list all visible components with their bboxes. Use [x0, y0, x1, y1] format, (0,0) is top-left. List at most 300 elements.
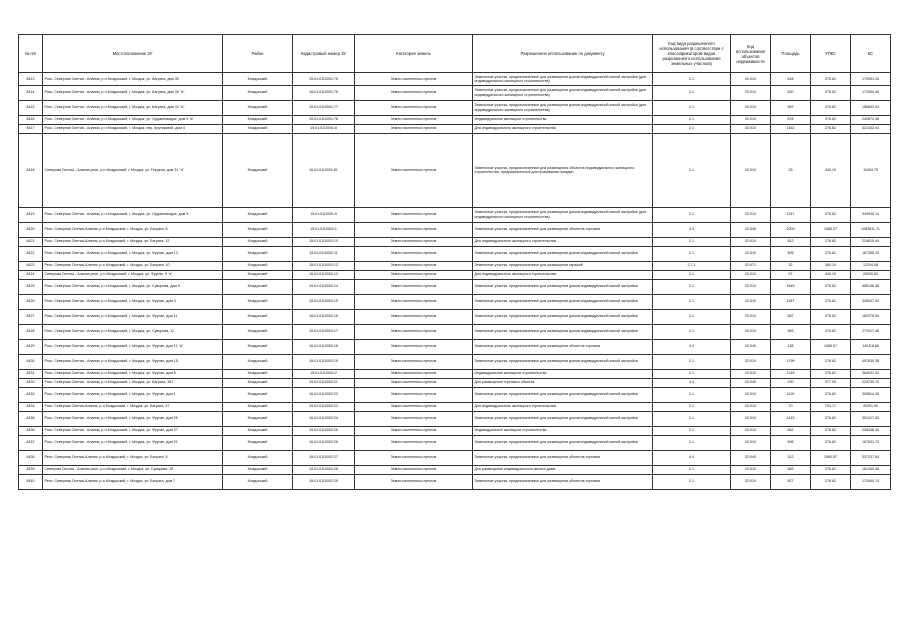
table-row	[19, 237, 891, 246]
cell-district: Моздокский	[223, 339, 293, 354]
header-ks: КС	[851, 35, 891, 73]
cell-upks: 276.62	[811, 100, 851, 115]
cell-district: Моздокский	[223, 124, 293, 133]
cell-location: Росс. Северная Осетия - Алания, р-н Моздокский, г. Моздок, ул. Баграта, дом 30	[43, 73, 223, 86]
cell-permitted-use: Земельные участки, предназначенные для размещения домов индивидуальной жилой застройки	[473, 324, 653, 339]
cell-ks: 1083811.71	[851, 222, 891, 237]
cell-ks: 328347.94	[851, 294, 891, 309]
cell-area: 230	[771, 378, 811, 387]
cell-area: 605	[771, 246, 811, 261]
cell-upks: 276.62	[811, 73, 851, 86]
cell-cadastral-number: 15:01:0110001:76	[293, 85, 355, 100]
cell-use-code: 2.1	[653, 435, 731, 450]
cell-upks: 276.62	[811, 474, 851, 489]
cell-land-category: Земли населенных пунктов	[355, 124, 473, 133]
cell-number: 8440	[19, 474, 43, 489]
cell-location: Росс. Северная Осетия - Алания, р-н Моздокский, г. Моздок, ул. Фрунзе, дом 11 "а"	[43, 339, 223, 354]
cell-area: 312	[771, 450, 811, 465]
cell-location: Росс. Северная Осетия - Алания, р-н Моздокский, г. Моздок, ул. Фрунзе, дом 1	[43, 387, 223, 402]
cell-area: 138	[771, 339, 811, 354]
cell-number: 8417	[19, 124, 43, 133]
cell-land-category: Земли населенных пунктов	[355, 279, 473, 294]
cell-land-category: Земли населенных пунктов	[355, 387, 473, 402]
cell-district: Моздокский	[223, 85, 293, 100]
cell-cadastral-number: 15:01:0110002:26	[293, 435, 355, 450]
cell-district: Моздокский	[223, 207, 293, 222]
cell-location: Росс. Северная Осетия - Алания, р-н Моздокский, г. Моздок, ул. Фрунзе, дом 11	[43, 309, 223, 324]
cell-cadastral-number: 15:01:0110002:25	[293, 426, 355, 435]
cell-number: 8436	[19, 426, 43, 435]
cell-object-code: 02:010	[731, 387, 771, 402]
cell-object-code: 02:010	[731, 465, 771, 474]
cell-upks: 1080.57	[811, 222, 851, 237]
cell-upks: 276.62	[811, 324, 851, 339]
cell-number: 8437	[19, 435, 43, 450]
cell-cadastral-number: 15:01:0110002:15	[293, 294, 355, 309]
cell-location: Росс. Северная Осетия - Алания, р-н Моздокский, г. Моздок, ул. Орджоникидзе, дом 9	[43, 207, 223, 222]
cell-cadastral-number: 15:01:0110002:10	[293, 237, 355, 246]
cell-upks: 977.09	[811, 378, 851, 387]
table-row	[19, 426, 891, 435]
cell-ks: 173440.74	[851, 474, 891, 489]
cell-land-category: Земли населенных пунктов	[355, 294, 473, 309]
cell-cadastral-number: 15:01:0110002:19	[293, 354, 355, 369]
cell-district: Моздокский	[223, 100, 293, 115]
cell-permitted-use: Земельные участки, предназначенные для размещения домов индивидуальной жилой застройки	[473, 309, 653, 324]
cell-number: 8426	[19, 294, 43, 309]
cell-use-code: 2.1	[653, 207, 731, 222]
table-body	[19, 73, 891, 490]
cell-number: 8435	[19, 411, 43, 426]
cell-land-category: Земли населенных пунктов	[355, 435, 473, 450]
table-row	[19, 100, 891, 115]
cell-upks: 276.62	[811, 294, 851, 309]
header-use-code: Код вида разрешенного использования (в соответствии с классификатором видов разрешенного использования земельных участков)	[653, 35, 731, 73]
cell-land-category: Земли населенных пунктов	[355, 100, 473, 115]
cell-upks: 1080.57	[811, 339, 851, 354]
cell-area: 1247	[771, 207, 811, 222]
table-row	[19, 124, 891, 133]
table-row	[19, 261, 891, 270]
cell-number: 8420	[19, 222, 43, 237]
cell-permitted-use: Для размещения торгового объекта	[473, 378, 653, 387]
table-row	[19, 294, 891, 309]
cell-district: Моздокский	[223, 237, 293, 246]
cell-object-code: 02:010	[731, 474, 771, 489]
cell-upks: 276.62	[811, 465, 851, 474]
cell-cadastral-number: 15:01:0110002:17	[293, 324, 355, 339]
cell-permitted-use: Земельные участки, предназначенные для размещения домов индивидуальной жилой застройки (для индивидуального жилищного строительства)	[473, 73, 653, 86]
cell-object-code: 02:010	[731, 73, 771, 86]
cell-use-code: 2.1	[653, 85, 731, 100]
table-row	[19, 339, 891, 354]
cell-ks: 224615.44	[851, 237, 891, 246]
cell-cadastral-number: 15:01:0110001:77	[293, 100, 355, 115]
cell-area: 1187	[771, 294, 811, 309]
cell-ks: 12294.08	[851, 261, 891, 270]
cell-number: 8416	[19, 115, 43, 124]
cell-location: Респ. Северная Осетия-Алания, р-н Моздокский, г. Моздок, ул. Баграта, 5	[43, 450, 223, 465]
cell-use-code: 4.4	[653, 222, 731, 237]
cell-permitted-use: Для индивидуального жилищного строительства	[473, 124, 653, 133]
cell-location: Росс. Северная Осетия - Алания, р-н Моздокский, г. Моздок, ул. Фрунзе, дом 27	[43, 426, 223, 435]
cell-cadastral-number: 15:01:0110001:75	[293, 73, 355, 86]
cell-area: 983	[771, 324, 811, 339]
cell-number: 8413	[19, 73, 43, 86]
cell-permitted-use: Земельные участки, предназначенные для размещения объектов торговли	[473, 450, 653, 465]
cell-upks: 276.62	[811, 354, 851, 369]
cell-location: Росс. Северная Осетия - Алания, р-н Моздокский, г. Моздок, ул. Фрунзе, дом 3	[43, 294, 223, 309]
cell-permitted-use: Земельные участки, предназначенные для размещения домов индивидуальной жилой застройки (для индивидуального жилищного строительства)	[473, 207, 653, 222]
cell-location: Росс. Северная Осетия - Алания, р-н Моздокский, г. Моздок, ул. Фрунзе, дом 21	[43, 435, 223, 450]
cell-land-category: Земли населенных пунктов	[355, 426, 473, 435]
cell-district: Моздокский	[223, 115, 293, 124]
cell-upks: 276.62	[811, 435, 851, 450]
table-row	[19, 73, 891, 86]
cell-ks: 167631.72	[851, 435, 891, 450]
cell-cadastral-number: 15:01:0110002:11	[293, 246, 355, 261]
cell-land-category: Земли населенных пунктов	[355, 222, 473, 237]
cell-ks: 25090.83	[851, 270, 891, 279]
cell-number: 8430	[19, 354, 43, 369]
cell-ks: 337137.84	[851, 450, 891, 465]
cell-ks: 167355.10	[851, 246, 891, 261]
cell-number: 8421	[19, 237, 43, 246]
table-row	[19, 402, 891, 411]
cell-ks: 456146.38	[851, 279, 891, 294]
cell-area: 878	[771, 115, 811, 124]
cell-object-code: 02:010	[731, 100, 771, 115]
cell-permitted-use: Для индивидуального жилищного строительства	[473, 402, 653, 411]
cell-area: 70	[771, 402, 811, 411]
cell-area: 812	[771, 237, 811, 246]
cell-district: Моздокский	[223, 222, 293, 237]
cell-use-code: 2.1	[653, 411, 731, 426]
cell-number: 8439	[19, 465, 43, 474]
cell-ks: 271917.46	[851, 324, 891, 339]
cell-cadastral-number: 15:01:0110001:9	[293, 207, 355, 222]
cell-upks: 276.62	[811, 124, 851, 133]
cell-upks: 276.62	[811, 246, 851, 261]
cell-land-category: Земли населенных пунктов	[355, 354, 473, 369]
cell-use-code: 2.1	[653, 474, 731, 489]
cell-area: 620	[771, 85, 811, 100]
cell-permitted-use: Земельные участки, предназначенные для размещения объектов торговли	[473, 339, 653, 354]
cell-location: Северная Осетия - Алания респ, р-н Моздокский, г. Моздок, ул. Суворова, 28	[43, 465, 223, 474]
cell-object-code: 02:010	[731, 124, 771, 133]
cell-land-category: Земли населенных пунктов	[355, 85, 473, 100]
cell-location: Росс. Северная Осетия-Алания, р-н Моздокский, г. Моздок, ул. Баграта, 12	[43, 237, 223, 246]
cell-permitted-use: Земельные участки, предназначенные для размещения объектов торговли	[473, 474, 653, 489]
cell-land-category: Земли населенных пунктов	[355, 378, 473, 387]
cell-land-category: Земли населенных пунктов	[355, 411, 473, 426]
cell-land-category: Земли населенных пунктов	[355, 402, 473, 411]
cell-district: Моздокский	[223, 369, 293, 378]
table-row	[19, 115, 891, 124]
cell-upks: 276.62	[811, 207, 851, 222]
cell-land-category: Земли населенных пунктов	[355, 465, 473, 474]
cell-upks: 440.19	[811, 270, 851, 279]
cell-permitted-use: Земельные участки, предназначенные для размещения домов индивидуальной жилой застройки	[473, 279, 653, 294]
cell-use-code: 2.1	[653, 100, 731, 115]
cell-cadastral-number: 15:01:0110002:1	[293, 222, 355, 237]
cell-cadastral-number: 15:01:0110002:18	[293, 339, 355, 354]
cell-permitted-use: Земельные участки, предназначенные для размещения домов индивидуальной жилой застройки (для индивидуального жилищного строительства)	[473, 100, 653, 115]
cell-area: 862	[771, 426, 811, 435]
cell-area: 57	[771, 270, 811, 279]
cell-area: 1162	[771, 124, 811, 133]
cell-number: 8424	[19, 270, 43, 279]
table-row	[19, 222, 891, 237]
cell-use-code: 2.1	[653, 279, 731, 294]
cell-land-category: Земли населенных пунктов	[355, 474, 473, 489]
cell-ks: 321432.44	[851, 124, 891, 133]
cell-permitted-use: Индивидуальное жилищное строительство	[473, 426, 653, 435]
cell-object-code: 02:010	[731, 133, 771, 207]
cell-area: 618	[771, 73, 811, 86]
cell-object-code: 02:010	[731, 402, 771, 411]
cell-cadastral-number: 15:01:0110001:81	[293, 133, 355, 207]
cell-use-code: 2.1	[653, 133, 731, 207]
cell-permitted-use: Для индивидуального жилищного строительства	[473, 270, 653, 279]
cell-number: 8415	[19, 100, 43, 115]
cell-ks: 391417.30	[851, 411, 891, 426]
cell-number: 8433	[19, 387, 43, 402]
cell-upks: 276.62	[811, 237, 851, 246]
cell-object-code: 02:010	[731, 426, 771, 435]
cell-cadastral-number: 15:01:0110002:24	[293, 411, 355, 426]
cell-location: Росс. Северная Осетия - Алания, р-н Моздокский, г. Моздок, ул. Орджоникидзе, дом 9 "а"	[43, 115, 223, 124]
cell-permitted-use: Земельные участки, предназначенные для размещения домов индивидуальной жилой застройки (для индивидуального жилищного строительства)	[473, 85, 653, 100]
cell-upks: 276.62	[811, 115, 851, 124]
cell-use-code: 4.4	[653, 378, 731, 387]
cell-area: 1003	[771, 222, 811, 237]
cell-land-category: Земли населенных пунктов	[355, 270, 473, 279]
cell-use-code: 2.1	[653, 237, 731, 246]
header-area: Площадь	[771, 35, 811, 73]
cell-location: Респ. Северная Осетия-Алания, р-н Моздокский, г. Моздок, ул. Баграта, 8	[43, 222, 223, 237]
cell-district: Моздокский	[223, 73, 293, 86]
table-row	[19, 450, 891, 465]
table-row	[19, 435, 891, 450]
cell-upks: 276.62	[811, 85, 851, 100]
cell-land-category: Земли населенных пунктов	[355, 450, 473, 465]
cell-use-code: 2.1	[653, 73, 731, 86]
table-row	[19, 324, 891, 339]
cell-use-code: 2.1	[653, 324, 731, 339]
cell-upks: 276.62	[811, 387, 851, 402]
cell-object-code: 02:010	[731, 369, 771, 378]
table-row	[19, 246, 891, 261]
cell-upks: 276.62	[811, 279, 851, 294]
cell-number: 8422	[19, 246, 43, 261]
cell-land-category: Земли населенных пунктов	[355, 309, 473, 324]
table-row	[19, 279, 891, 294]
table-row	[19, 465, 891, 474]
cell-area: 606	[771, 435, 811, 450]
cell-number: 8432	[19, 378, 43, 387]
cell-district: Моздокский	[223, 387, 293, 402]
cell-upks: 276.62	[811, 426, 851, 435]
cell-ks: 49291.90	[851, 402, 891, 411]
cell-ks: 149118.66	[851, 339, 891, 354]
cell-land-category: Земли населенных пунктов	[355, 115, 473, 124]
cell-number: 8434	[19, 402, 43, 411]
cell-cadastral-number: 15:01:0110002:27	[293, 450, 355, 465]
table-row	[19, 309, 891, 324]
table-header-row	[19, 35, 891, 73]
cell-permitted-use: Земельные участки, предназначенные для размещения домов индивидуальной жилой застройки	[473, 246, 653, 261]
cell-land-category: Земли населенных пунктов	[355, 339, 473, 354]
cell-location: Росс. Северная Осетия - Алания, р-н Моздокский, г. Моздок, ул. Баграта, дом 32 "а"	[43, 100, 223, 115]
cell-object-code: 02:010	[731, 294, 771, 309]
cell-object-code: 02:010	[731, 435, 771, 450]
table-row	[19, 387, 891, 402]
cadastral-table	[18, 34, 891, 490]
cell-object-code: 02:010	[731, 309, 771, 324]
cell-district: Моздокский	[223, 294, 293, 309]
cell-permitted-use: Земельные участки, предназначенные для размещения объектов торговли	[473, 222, 653, 237]
cell-number: 8419	[19, 207, 43, 222]
cell-permitted-use: Индивидуальное жилищное строительство	[473, 369, 653, 378]
cell-permitted-use: Земельные участки, предназначенные для размещения домов индивидуальной жилой застройки	[473, 294, 653, 309]
cell-number: 8414	[19, 85, 43, 100]
cell-district: Моздокский	[223, 435, 293, 450]
cell-ks: 171504.40	[851, 85, 891, 100]
document-page	[18, 34, 890, 490]
cell-number: 8418	[19, 133, 43, 207]
cell-land-category: Земли населенных пунктов	[355, 324, 473, 339]
cell-object-code: 02:010	[731, 354, 771, 369]
cell-cadastral-number: 15:01:0110002:23	[293, 402, 355, 411]
cell-upks: 1080.57	[811, 450, 851, 465]
cell-object-code: 02:040	[731, 450, 771, 465]
cell-area: 1415	[771, 411, 811, 426]
cell-location: Росс. Северная Осетия - Алания, р-н Моздокский, г. Моздок, пер. Крутиковой, дом 4	[43, 124, 223, 133]
cell-area: 567	[771, 100, 811, 115]
cell-land-category: Земли населенных пунктов	[355, 369, 473, 378]
cell-object-code: 02:010	[731, 207, 771, 222]
cell-area: 1120	[771, 387, 811, 402]
cell-district: Моздокский	[223, 279, 293, 294]
cell-location: Росс. Северная Осетия - Алания, р-н Моздокский, г. Моздок, ул. Суворова, дом 9	[43, 279, 223, 294]
cell-number: 8429	[19, 339, 43, 354]
cell-cadastral-number: 15:01:0110002:12	[293, 261, 355, 270]
cell-district: Моздокский	[223, 324, 293, 339]
cell-permitted-use: Земельные участки, предназначенные для размещения объектов индивидуального жилищного строительства, предназначенных для проживания граждан	[473, 133, 653, 207]
cell-upks: 704.17	[811, 402, 851, 411]
cell-permitted-use: Земельные участки, предназначенные для размещения гаражей	[473, 261, 653, 270]
cell-location: Росс. Северная Осетия-Алания, р-н Моздокский, г. Моздок, ул. Баграта, 37	[43, 402, 223, 411]
cell-land-category: Земли населенных пунктов	[355, 246, 473, 261]
cell-use-code: 2.1	[653, 309, 731, 324]
cell-ks: 156843.54	[851, 100, 891, 115]
cell-land-category: Земли населенных пунктов	[355, 133, 473, 207]
cell-area: 587	[771, 309, 811, 324]
cell-district: Моздокский	[223, 246, 293, 261]
cell-object-code: 02:071	[731, 261, 771, 270]
header-location: Местоположение ЗУ	[43, 35, 223, 73]
header-object-code: Код использования объектов недвижимости	[731, 35, 771, 73]
cell-number: 8427	[19, 309, 43, 324]
cell-cadastral-number: 15:01:0110002:29	[293, 474, 355, 489]
header-upks: УПКС	[811, 35, 851, 73]
cell-location: Респ. Северная Осетия-Алания, р-н Моздокский, г. Моздок, ул. Баграта, дом 7	[43, 474, 223, 489]
cell-use-code: 2.1	[653, 402, 731, 411]
cell-number: 8438	[19, 450, 43, 465]
table-row	[19, 369, 891, 378]
cell-district: Моздокский	[223, 465, 293, 474]
cell-use-code: 2.1	[653, 124, 731, 133]
cell-cadastral-number: 15:01:0110002:2	[293, 369, 355, 378]
cell-location: Росс. Северная Осетия - Алания, р-н Моздокский, г. Моздок, ул. Баграта, 367	[43, 378, 223, 387]
cell-ks: 162375.94	[851, 309, 891, 324]
cell-location: Росс. Северная Осетия - Алания, р-н Моздокский, г. Моздок, ул. Суворова, 11	[43, 324, 223, 339]
cell-area: 1649	[771, 279, 811, 294]
cell-object-code: 02:010	[731, 411, 771, 426]
cell-land-category: Земли населенных пунктов	[355, 261, 473, 270]
cell-cadastral-number: 15:01:0110002:21	[293, 378, 355, 387]
cell-district: Моздокский	[223, 378, 293, 387]
cell-upks: 276.62	[811, 309, 851, 324]
cell-area: 32	[771, 261, 811, 270]
cell-upks: 384.19	[811, 261, 851, 270]
cell-object-code: 02:040	[731, 339, 771, 354]
cell-use-code: 2.1	[653, 270, 731, 279]
cell-number: 8425	[19, 279, 43, 294]
cell-permitted-use: Земельные участки, предназначенные для размещения домов индивидуальной жилой застройки	[473, 387, 653, 402]
cell-district: Моздокский	[223, 354, 293, 369]
cell-object-code: 02:010	[731, 85, 771, 100]
cell-location: Северная Осетия - Алания респ, р-н Моздокский, г. Моздок, ул. Герцена, дом 31 "а"	[43, 133, 223, 207]
cell-area: 1799	[771, 354, 811, 369]
table-row	[19, 207, 891, 222]
cell-object-code: 02:010	[731, 115, 771, 124]
table-row	[19, 85, 891, 100]
cell-object-code: 02:010	[731, 270, 771, 279]
cell-district: Моздокский	[223, 133, 293, 207]
cell-permitted-use: Для индивидуального жилищного строительства	[473, 237, 653, 246]
cell-ks: 11004.75	[851, 133, 891, 207]
cell-district: Моздокский	[223, 309, 293, 324]
cell-object-code: 02:010	[731, 246, 771, 261]
cell-cadastral-number: 15:01:0110002:22	[293, 387, 355, 402]
cell-use-code: 4.4	[653, 450, 731, 465]
table-row	[19, 354, 891, 369]
cell-district: Моздокский	[223, 402, 293, 411]
cell-ks: 224730.70	[851, 378, 891, 387]
cell-location: Росс. Северная Осетия - Алания, р-н Моздокский, г. Моздок, ул. Фрунзе, дом 25	[43, 411, 223, 426]
cell-ks: 242872.36	[851, 115, 891, 124]
cell-location: Росс. Северная Осетия - Алания, р-н Моздокский, г. Моздок, ул. Фрунзе, дом 5	[43, 369, 223, 378]
cell-district: Моздокский	[223, 261, 293, 270]
cell-land-category: Земли населенных пунктов	[355, 237, 473, 246]
cell-district: Моздокский	[223, 426, 293, 435]
table-row	[19, 133, 891, 207]
cell-area: 583	[771, 465, 811, 474]
cell-use-code: 2.1	[653, 387, 731, 402]
header-cadastral-number: Кадастровый номер ЗУ	[293, 35, 355, 73]
table-row	[19, 270, 891, 279]
cell-object-code: 02:010	[731, 324, 771, 339]
cell-district: Моздокский	[223, 474, 293, 489]
cell-location: Росс. Северная Осетия - Алания, р-н Моздокский, г. Моздок, ул. Баграта, дом 30 "а"	[43, 85, 223, 100]
cell-use-code: 2.7.1	[653, 261, 731, 270]
cell-use-code: 2.1	[653, 465, 731, 474]
cell-cadastral-number: 15:01:0110002:16	[293, 309, 355, 324]
cell-permitted-use: Земельные участки, предназначенные для размещения домов индивидуальной жилой застройки	[473, 354, 653, 369]
cell-cadastral-number: 15:01:0110001:78	[293, 115, 355, 124]
